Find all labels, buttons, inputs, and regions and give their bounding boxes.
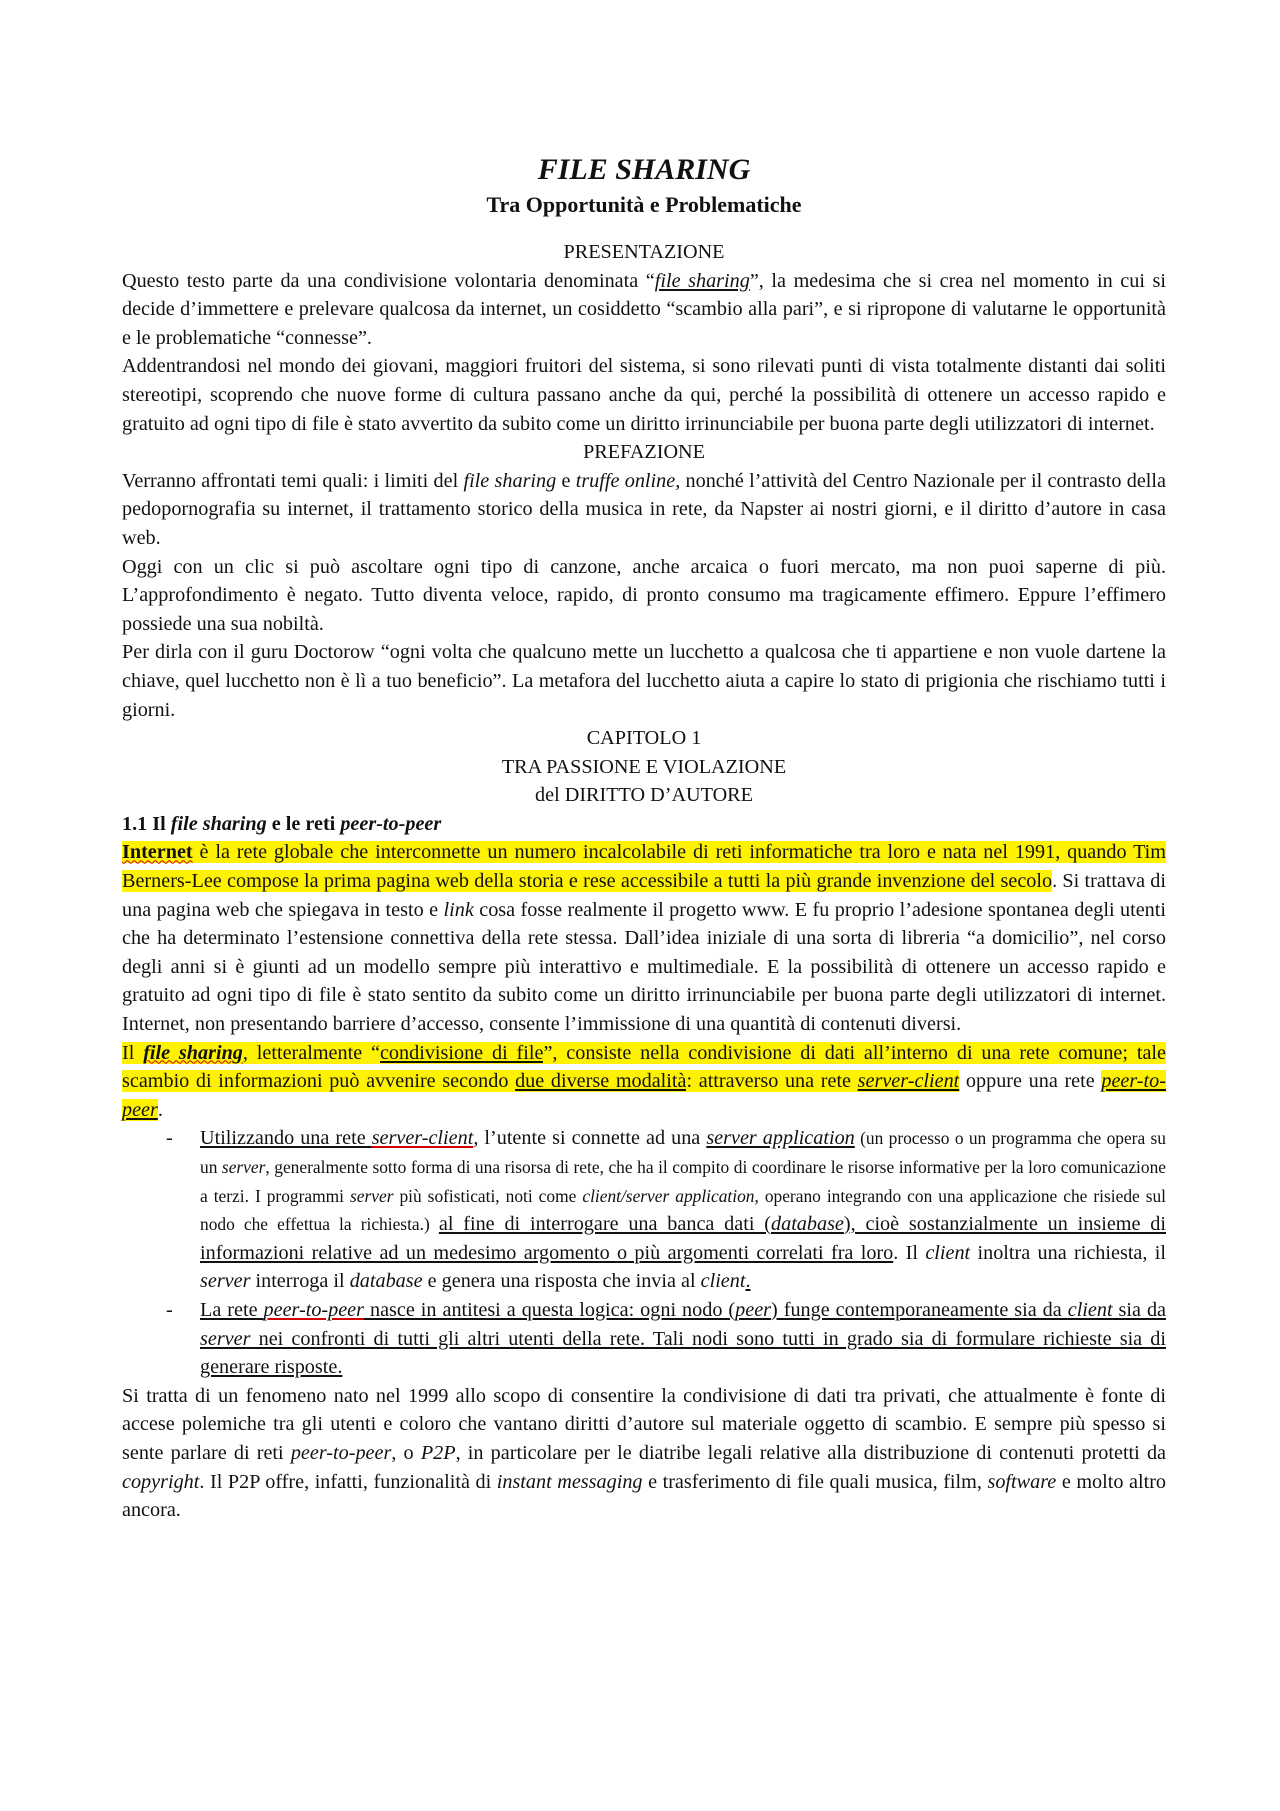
text-span: . bbox=[745, 1270, 751, 1293]
prefazione-paragraph-3: Per dirla con il guru Doctorow “ogni volta che qualcuno mette un lucchetto a qualcosa che ti appartiene e non vuole dartene la chiave, quel lucchetto non è lì a tuo beneficio”. La metafora del lucchetto aiuta a capire lo stato di prigionia che rischiamo tutti i giorni. bbox=[122, 641, 1166, 721]
italic-term: client/server application bbox=[582, 1185, 755, 1206]
prefazione-paragraph-2: Oggi con un clic si può ascoltare ogni tipo di canzone, anche arcaica o fuori mercato, ma non puoi saperne di più. L’approfondimento è negato. Tutto diventa veloce, rapido, di pronto consumo ma tragicamente effimero. Eppure l’effimero possiede una sua nobiltà. bbox=[122, 555, 1166, 635]
italic-term: database bbox=[349, 1270, 423, 1293]
p2p-paragraph bbox=[122, 1382, 1166, 1525]
highlighted-text: Il bbox=[122, 1041, 144, 1064]
italic-term: peer-to-peer bbox=[263, 1298, 364, 1321]
text-span: , in particolare per le diatribe legali relative alla distribuzione di contenuti protetti da bbox=[455, 1441, 1167, 1464]
italic-term: client bbox=[1067, 1298, 1113, 1321]
internet-paragraph bbox=[122, 838, 1166, 1038]
chapter-title: TRA PASSIONE E VIOLAZIONE bbox=[501, 755, 787, 778]
text-span: e trasferimento di file quali musica, film, bbox=[642, 1470, 988, 1493]
text-span: e molto altro ancora. bbox=[122, 1470, 1167, 1522]
chapter-number: CAPITOLO 1 bbox=[586, 727, 702, 750]
italic-term: file sharing bbox=[654, 269, 750, 292]
italic-term: file sharing bbox=[170, 812, 267, 835]
text-span: al fine di interrogare una banca dati ( bbox=[438, 1213, 771, 1236]
italic-term: server bbox=[200, 1327, 251, 1350]
italic-term: server bbox=[221, 1157, 266, 1177]
list-item-peer-to-peer bbox=[122, 1296, 1166, 1382]
highlighted-term: Internet bbox=[122, 841, 193, 864]
text-span: oppure una rete bbox=[959, 1070, 1102, 1093]
text-span: inoltra una richiesta, il bbox=[970, 1241, 1166, 1264]
presentazione-paragraph-1 bbox=[122, 267, 1166, 353]
text-span: cosa fosse realmente il progetto www. E fu proprio l’adesione spontanea degli utenti che ha determinato l’estensione connettiva della rete stessa. Dall’idea iniziale di una sorta di libreria “a domicilio”, nel corso degli anni si è giunti ad un modello sempre più interattivo e multimediale. E la possibilità di ottenere un accesso rapido e gratuito ad ogni tipo di file è stato sentito da subito come un diritto irrinunciabile per buona parte degli utilizzatori di internet. Internet, non presentando barriere d’accesso, consente l’immissione di una quantità di contenuti diversi. bbox=[122, 898, 1166, 1036]
highlighted-text: , letteralmente “ bbox=[242, 1041, 380, 1064]
italic-term: server bbox=[200, 1270, 251, 1293]
text-span: ) funge contemporaneamente sia da bbox=[771, 1298, 1068, 1321]
text-span: Questo testo parte da una condivisione volontaria denominata “ bbox=[122, 269, 655, 292]
chapter-subtitle: del DIRITTO D’AUTORE bbox=[535, 784, 753, 807]
italic-term: file sharing bbox=[463, 469, 557, 492]
text-span: e genera una risposta che invia al bbox=[422, 1270, 701, 1293]
italic-term: instant messaging bbox=[496, 1470, 643, 1493]
prefazione-heading: PREFAZIONE bbox=[583, 441, 705, 464]
document-subtitle: Tra Opportunità e Problematiche bbox=[486, 192, 802, 217]
text-span: . Il P2P offre, infatti, funzionalità di bbox=[199, 1470, 497, 1493]
italic-term: P2P bbox=[420, 1441, 456, 1464]
text-span: interroga il bbox=[250, 1270, 350, 1293]
text-span: , l’utente si connette ad una bbox=[473, 1127, 707, 1150]
highlighted-term: server-client bbox=[857, 1070, 960, 1093]
text-span: . Il bbox=[893, 1241, 926, 1264]
text-span: e bbox=[556, 469, 576, 492]
small-text: più sofisticati, noti come bbox=[393, 1185, 583, 1206]
presentazione-heading: PRESENTAZIONE bbox=[563, 241, 725, 263]
small-text: (un processo o un programma che opera su un bbox=[200, 1128, 1166, 1177]
highlighted-text: condivisione di file bbox=[379, 1041, 544, 1064]
text-span: ), cioè sostanzialmente un insieme di informazioni relative ad un medesimo argomento o più argomenti correlati fra loro bbox=[200, 1213, 1166, 1264]
italic-term: server bbox=[350, 1185, 394, 1206]
highlighted-text: due diverse modalità bbox=[515, 1070, 687, 1093]
list-item-server-client bbox=[122, 1124, 1166, 1296]
italic-term: peer-to-peer bbox=[340, 812, 442, 835]
file-sharing-paragraph bbox=[122, 1039, 1166, 1125]
highlighted-text: : attraverso una rete bbox=[686, 1070, 858, 1093]
dash-bullet: - bbox=[166, 1127, 173, 1150]
italic-term: truffe online bbox=[575, 469, 676, 492]
italic-term: copyright bbox=[122, 1470, 200, 1493]
text-span: , o bbox=[391, 1441, 421, 1464]
italic-term: peer bbox=[735, 1298, 772, 1321]
text-span: nasce in antitesi a questa logica: ogni nodo ( bbox=[364, 1298, 736, 1321]
highlighted-text: è la rete globale che interconnette un numero incalcolabile di reti informatiche tra loro e nata nel 1991, quando Tim Berners-Lee compose la prima pagina web della storia e rese accessibile a tutti la più grande invenzione del secolo bbox=[122, 841, 1166, 893]
italic-term: client bbox=[700, 1270, 746, 1293]
small-text: , operano integrando con una applicazione che risiede sul nodo che effettua la richiesta.) bbox=[200, 1185, 1167, 1235]
document-body bbox=[122, 148, 1166, 1525]
text-span: 1.1 Il bbox=[122, 812, 171, 835]
section-heading bbox=[122, 810, 1166, 839]
highlighted-term: peer-to-peer bbox=[122, 1070, 1166, 1121]
highlighted-text: ”, consiste nella condivisione di dati all’interno di una rete comune; tale scambio di informazioni può avvenire secondo bbox=[122, 1041, 1166, 1093]
text-span: Si tratta di un fenomeno nato nel 1999 allo scopo di consentire la condivisione di dati tra privati, che attualmente è fonte di accese polemiche tra gli utenti e coloro che vantano diritti d’autore sul materiale oggetto di scambio. E sempre più spesso si sente parlare di reti bbox=[122, 1384, 1166, 1464]
text-span: ”, la medesima che si crea nel momento in cui si decide d’immettere e prelevare qualcosa da internet, un cosiddetto “scambio alla pari”, e si ripropone di valutarne le opportunità e le problematiche “connesse”. bbox=[122, 269, 1166, 349]
italic-term: server-client bbox=[371, 1127, 474, 1150]
presentazione-paragraph-2: Addentrandosi nel mondo dei giovani, maggiori fruitori del sistema, si sono rilevati punti di vista totalmente distanti dai soliti stereotipi, scoprendo che nuove forme di cultura passano anche da qui, perché la possibilità di ottenere un accesso rapido e gratuito ad ogni tipo di file è stato avvertito da subito come un diritto irrinunciabile per buona parte degli utilizzatori di internet. bbox=[122, 355, 1166, 435]
italic-term: link bbox=[443, 898, 474, 921]
italic-term: software bbox=[987, 1470, 1057, 1493]
text-span: , nonché l’attività del Centro Nazionale per il contrasto della pedopornografia su internet, il trattamento storico della musica in rete, da Napster ai nostri giorni, e il diritto d’autore in casa web. bbox=[122, 469, 1166, 549]
italic-term: client bbox=[925, 1241, 971, 1264]
italic-term: peer-to-peer bbox=[290, 1441, 392, 1464]
text-span: . Si trattava di una pagina web che spiegava in testo e bbox=[122, 870, 1167, 921]
italic-term: server application bbox=[706, 1127, 855, 1150]
document-title: FILE SHARING bbox=[537, 153, 751, 186]
text-span: . bbox=[157, 1098, 163, 1121]
highlighted-term: file sharing bbox=[143, 1041, 243, 1064]
dash-bullet: - bbox=[166, 1298, 173, 1321]
small-text: , generalmente sotto forma di una risorsa di rete, che ha il compito di coordinare le risorse informative per la loro comunicazione a terzi. I programmi bbox=[200, 1157, 1166, 1206]
bullet-list bbox=[122, 1124, 1166, 1381]
italic-term: database bbox=[771, 1213, 844, 1236]
text-span: sia da bbox=[1112, 1298, 1167, 1321]
text-span: nei confronti di tutti gli altri utenti della rete. Tali nodi sono tutti in grado sia di formulare richieste sia di generare risposte. bbox=[200, 1327, 1166, 1379]
text-span: Utilizzando una rete bbox=[200, 1127, 372, 1150]
text-span: e le reti bbox=[266, 812, 341, 835]
text-span: La rete bbox=[200, 1298, 264, 1321]
text-span: Verranno affrontati temi quali: i limiti del bbox=[122, 469, 464, 492]
prefazione-paragraph-1 bbox=[122, 467, 1166, 553]
